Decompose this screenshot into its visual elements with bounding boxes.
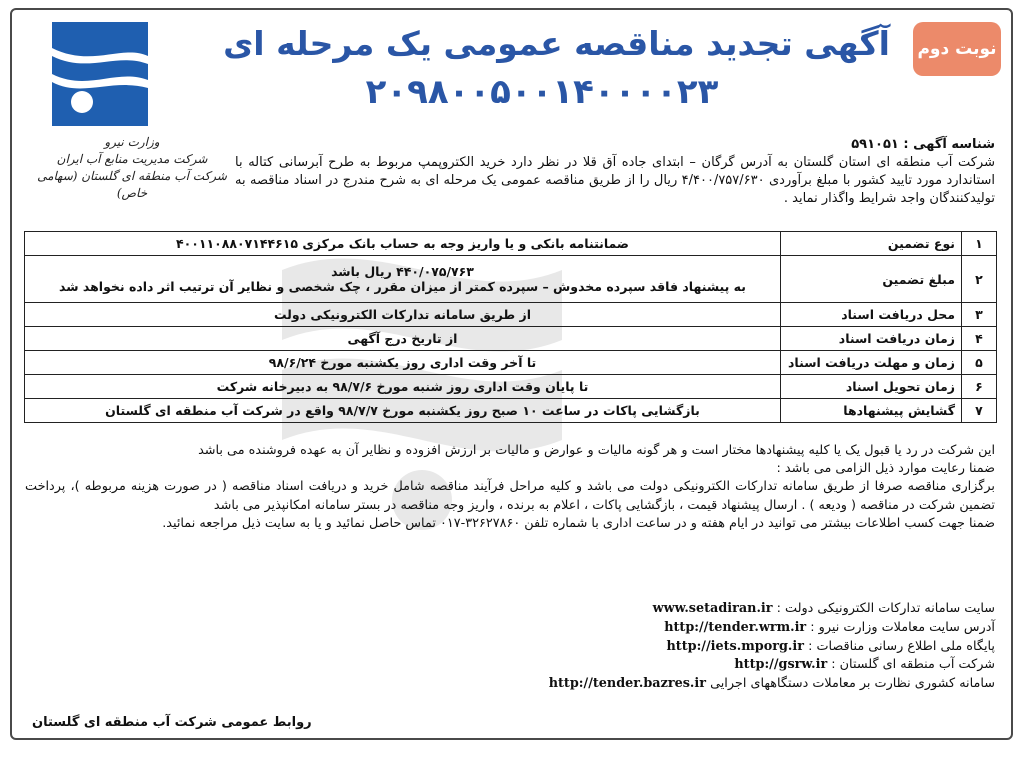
row-value: ضمانتنامه بانکی و یا واریز وجه به حساب بانک مرکزی ۴۰۰۱۱۰۸۸۰۷۱۴۴۶۱۵: [25, 232, 781, 256]
water-company-logo-icon: [52, 22, 148, 126]
row-label: زمان و مهلت دریافت اسناد: [781, 351, 962, 375]
row-value: تا پایان وقت اداری روز شنبه مورخ ۹۸/۷/۶ به دبیرخانه شرکت: [25, 375, 781, 399]
row-value: [25, 256, 781, 303]
websites-list: [295, 600, 995, 694]
edition-badge: نوبت دوم: [913, 22, 1001, 76]
row-label: زمان تحویل اسناد: [781, 375, 962, 399]
site-link[interactable]: http://gsrw.ir: [734, 657, 828, 673]
row-label: مبلغ تضمین: [781, 256, 962, 303]
row-number: ۲: [962, 256, 997, 303]
ad-identifier: شناسه آگهی : ۵۹۱۰۵۱: [851, 137, 995, 152]
row-number: ۱: [962, 232, 997, 256]
row-label: گشایش پیشنهادها: [781, 399, 962, 423]
intro-section: [235, 136, 995, 208]
site-link[interactable]: http://iets.mporg.ir: [666, 638, 804, 654]
list-item: [295, 675, 995, 694]
site-link[interactable]: www.setadiran.ir: [652, 601, 773, 616]
tender-number: ۲۰۹۸۰۰۵۰۰۱۴۰۰۰۰۲۳: [365, 72, 719, 112]
intro-text: شرکت آب منطقه ای استان گلستان به آدرس گرگان – ابتدای جاده آق قلا در نظر دارد خرید الکتروپمپ مربوط به طرح آبرسانی کتاله با استاندارد مورد تایید کشور با مبلغ برآوردی ۴/۴۰۰/۷۵۷/۶۳۰ ریال را از طریق مناقصه عمومی یک مرحله ای به شرح مندرج در اسناد مناقصه به تولیدکنندگان واجد شرایط واگذار نماید .: [235, 155, 995, 206]
row-number: ۶: [962, 375, 997, 399]
list-item: [295, 619, 995, 638]
site-link[interactable]: http://tender.wrm.ir: [664, 619, 807, 635]
table-row: [25, 327, 997, 351]
terms-paragraph-notice: ضمنا رعایت موارد ذیل الزامی می باشد :: [776, 461, 995, 477]
row-value: از تاریخ درج آگهی: [25, 327, 781, 351]
site-label: سایت سامانه تدارکات الکترونیکی دولت :: [776, 601, 995, 616]
row-number: ۴: [962, 327, 997, 351]
terms-paragraph-contact: ضمنا جهت کسب اطلاعات بیشتر می توانید در ایام هفته و در ساعت اداری با شماره تلفن ۳۲۶۲۷۸۶۰-۰۱۷ تماس حاصل نمائید و یا به سایت ذیل مراجعه نمائید.: [162, 515, 995, 531]
guarantee-amount: ۴۴۰/۰۷۵/۷۶۳ ریال باشد: [331, 264, 474, 279]
row-value: بازگشایی پاکات در ساعت ۱۰ صبح روز یکشنبه مورخ ۹۸/۷/۷ واقع در شرکت آب منطقه ای گلستان: [25, 399, 781, 423]
site-link[interactable]: http://tender.bazres.ir: [548, 676, 706, 692]
org-line-ministry: وزارت نیرو: [104, 135, 160, 149]
terms-paragraph-process: برگزاری مناقصه صرفا از طریق سامانه تدارکات الکترونیکی دولت می باشد و کلیه مراحل فرآیند مناقصه شامل خرید و دریافت اسناد مناقصه ( در صورت هزینه مربوطه )، پرداخت تضمین شرکت در مناقصه ( ودیعه ) . ارسال پیشنهاد قیمت ، بازگشایی پاکات ، اعلام به برنده ، واریز وجه مناقصه در بستر سامانه امکانپذیر می باشد: [25, 479, 995, 513]
site-label: آدرس سایت معاملات وزارت نیرو :: [810, 619, 995, 635]
site-label: شرکت آب منطقه ای گلستان :: [831, 657, 995, 673]
tender-specs-table: [24, 231, 997, 423]
org-line-regional: شرکت آب منطقه ای گلستان (سهامی خاص): [37, 169, 227, 200]
list-item: [295, 656, 995, 675]
terms-paragraph-rights: این شرکت در رد یا قبول یک یا کلیه پیشنهادها مختار است و هر گونه مالیات و عوارض و مالیات بر ارزش افزوده و نظایر آن به عهده فروشنده می باشد: [198, 443, 995, 458]
site-label: سامانه کشوری نظارت بر معاملات دستگاههای اجرایی: [710, 676, 995, 692]
terms-section: [25, 442, 995, 533]
site-label: پایگاه ملی اطلاع رسانی مناقصات :: [808, 638, 995, 654]
table-row: [25, 351, 997, 375]
notice-title: آگهی تجدید مناقصه عمومی یک مرحله ای: [223, 24, 890, 63]
row-label: نوع تضمین: [781, 232, 962, 256]
list-item: [295, 638, 995, 657]
table-row: [25, 232, 997, 256]
table-row: [25, 303, 997, 327]
row-value: از طریق سامانه تدارکات الکترونیکی دولت: [25, 303, 781, 327]
table-row: [25, 256, 997, 303]
row-number: ۳: [962, 303, 997, 327]
row-label: محل دریافت اسناد: [781, 303, 962, 327]
public-relations-signature: روابط عمومی شرکت آب منطقه ای گلستان: [32, 715, 312, 730]
org-line-company: شرکت مدیریت منابع آب ایران: [56, 152, 208, 166]
table-row: [25, 399, 997, 423]
org-signature: [32, 134, 232, 202]
tender-notice: [10, 8, 1013, 740]
table-row: [25, 375, 997, 399]
row-label: زمان دریافت اسناد: [781, 327, 962, 351]
row-number: ۵: [962, 351, 997, 375]
row-number: ۷: [962, 399, 997, 423]
list-item: [295, 600, 995, 619]
guarantee-note: به پیشنهاد فاقد سپرده مخدوش – سپرده کمتر از میزان مقرر ، چک شخصی و نظایر آن ترتیب اثر داده نخواهد شد: [59, 279, 746, 294]
row-value: تا آخر وقت اداری روز یکشنبه مورخ ۹۸/۶/۲۴: [25, 351, 781, 375]
